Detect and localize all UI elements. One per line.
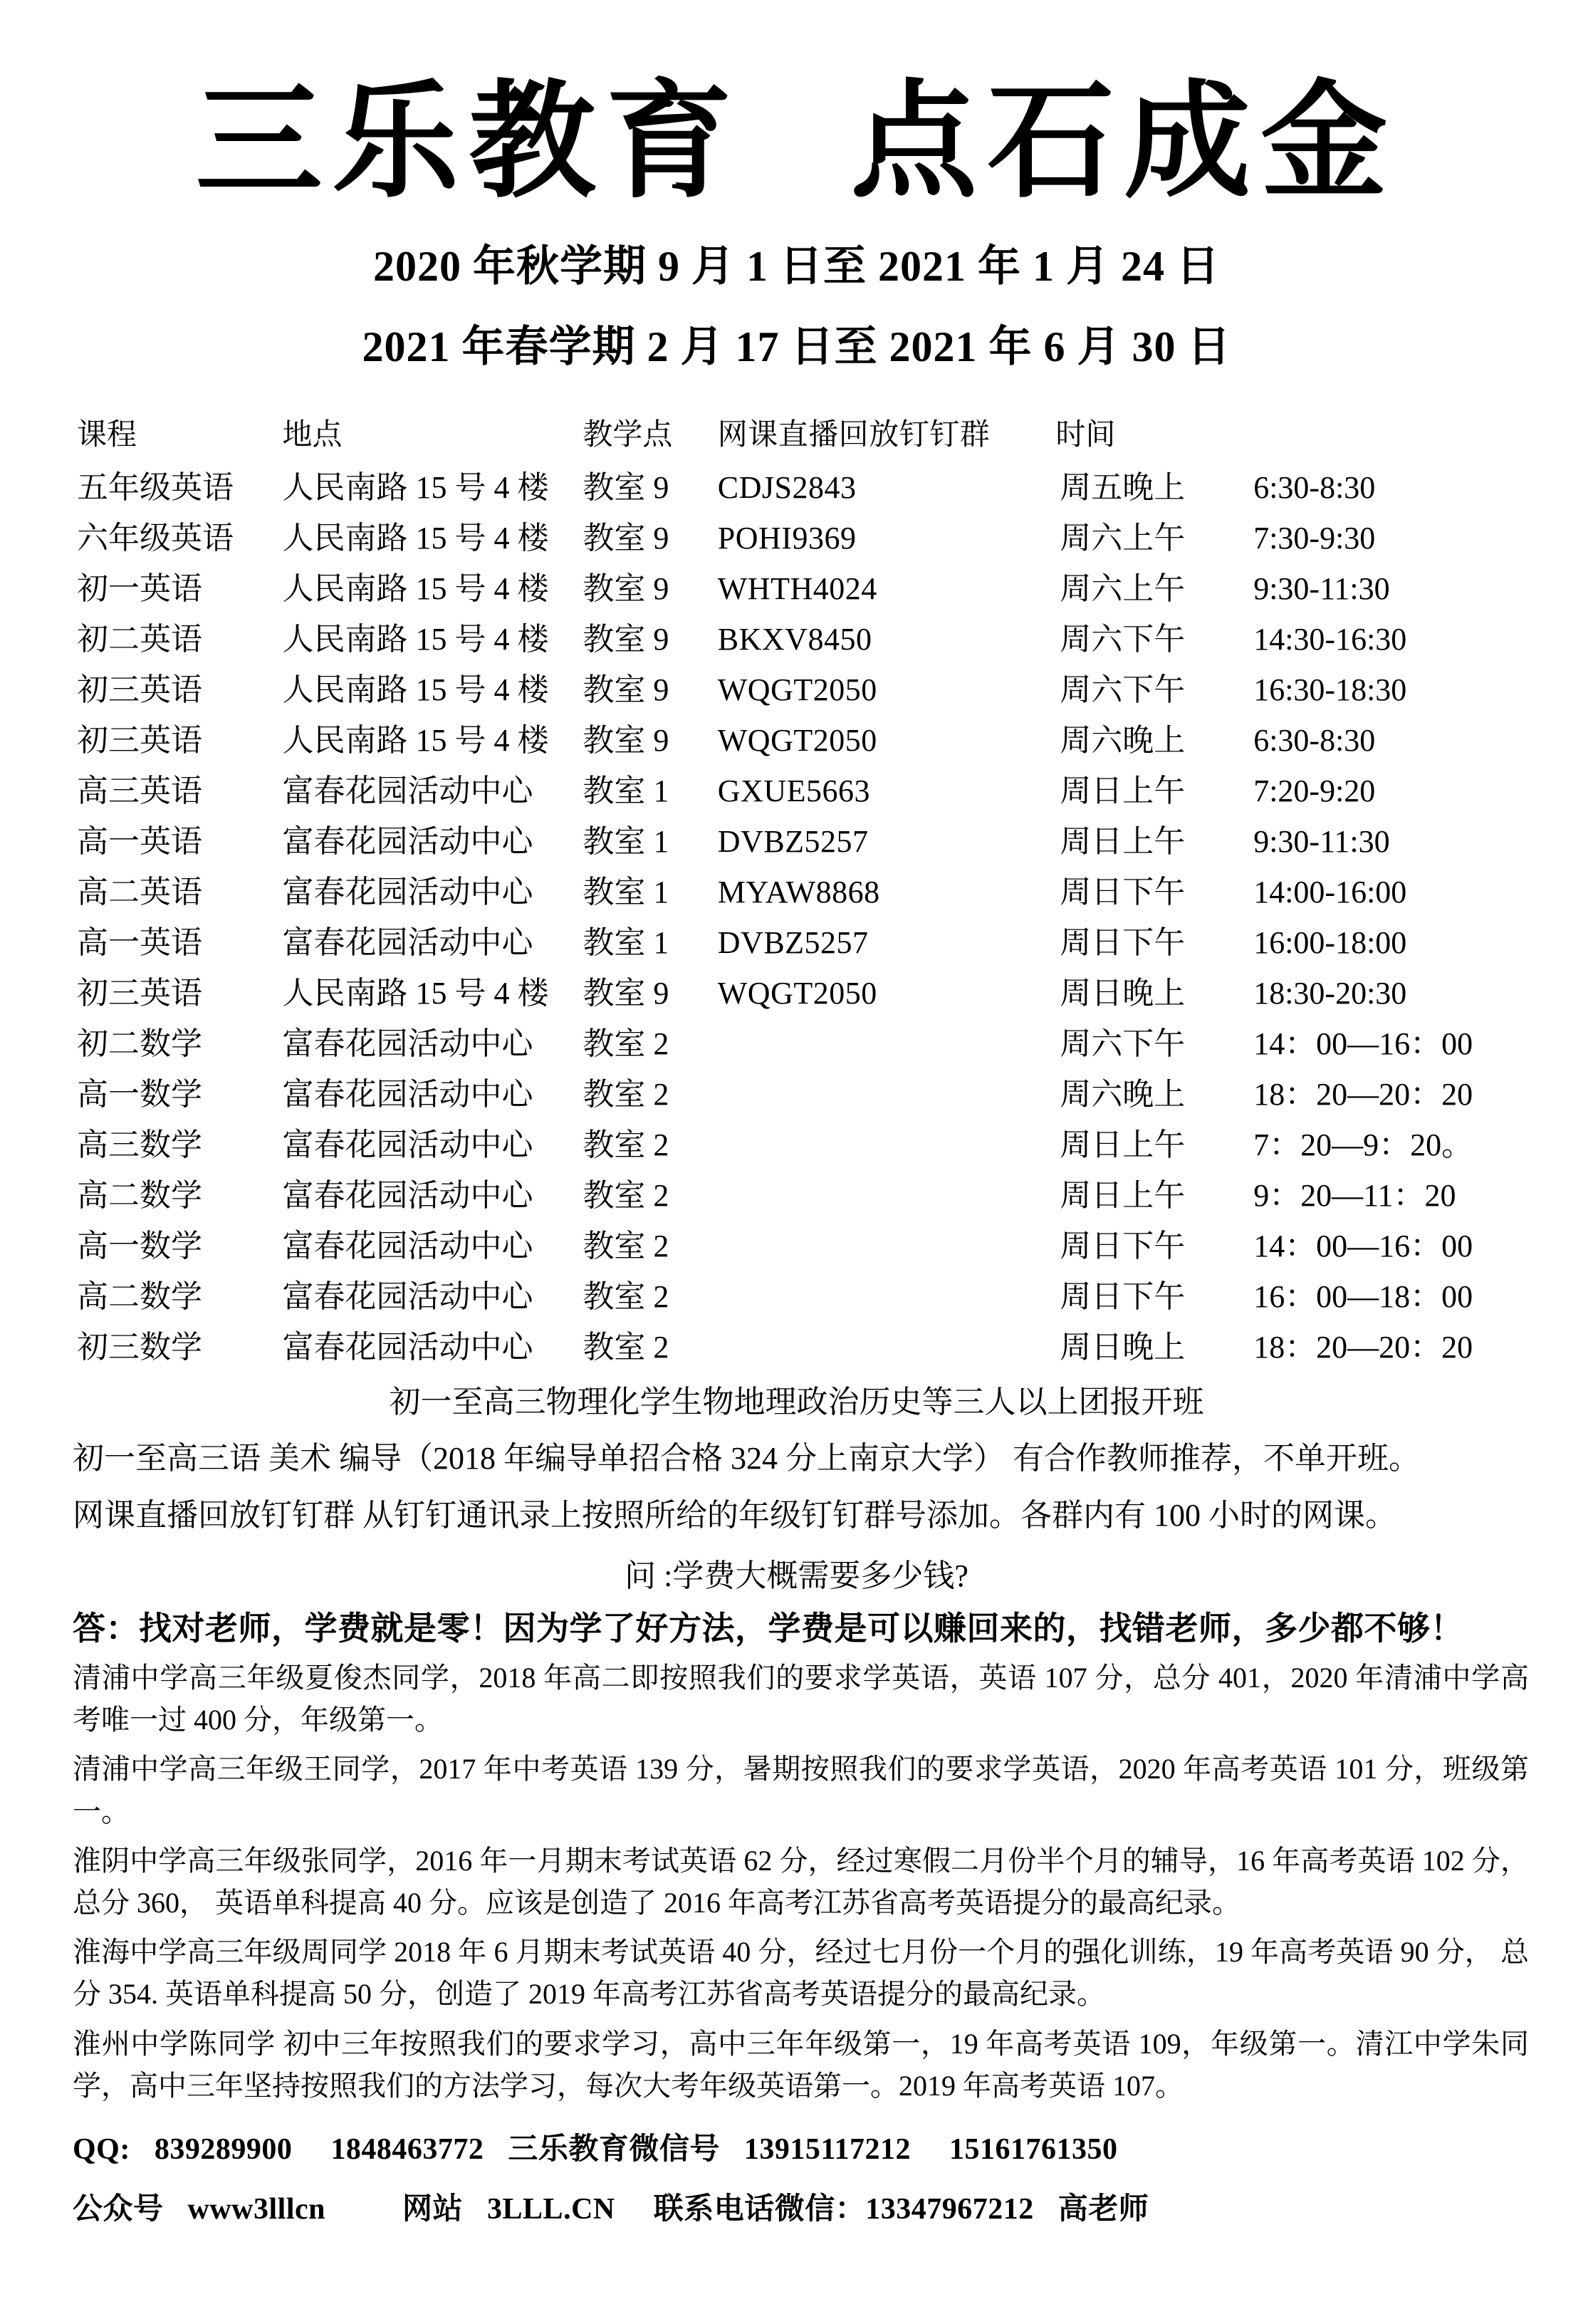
cell-time: 9：20—11：20 bbox=[1253, 1177, 1456, 1213]
cell-room: 教室 9 bbox=[583, 975, 669, 1011]
cell-place: 富春花园活动中心 bbox=[282, 1076, 533, 1112]
cell-room: 教室 1 bbox=[583, 773, 669, 808]
cell-group bbox=[718, 1068, 1013, 1119]
cell-place: 富春花园活动中心 bbox=[282, 1127, 533, 1162]
table-header-row bbox=[64, 411, 1529, 462]
class-schedule-table bbox=[64, 411, 1529, 1372]
cell-place: 富春花园活动中心 bbox=[282, 1177, 533, 1213]
cell-course: 初三英语 bbox=[77, 975, 202, 1011]
table-row bbox=[64, 613, 1529, 664]
cell-course: 初三英语 bbox=[77, 672, 202, 707]
cell-group: GXUE5663 bbox=[717, 773, 870, 808]
cell-course: 高二数学 bbox=[77, 1177, 202, 1213]
cell-course: 高一数学 bbox=[77, 1228, 202, 1263]
cell-when: 周五晚上 bbox=[1060, 469, 1186, 505]
cell-when: 周六上午 bbox=[1060, 570, 1186, 606]
header-place: 地点 bbox=[282, 418, 343, 452]
faq-question: 问 :学费大概需要多少钱? bbox=[625, 1558, 968, 1594]
cell-group: BKXV8450 bbox=[717, 621, 872, 657]
cell-time: 7:20-9:20 bbox=[1253, 773, 1376, 808]
case-paragraph: 淮阴中学高三年级张同学，2016 年一月期末考试英语 62 分，经过寒假二月份半个月的辅导，16 年高考英语 102 分，总分 360， 英语单科提高 40 分。应该是创造了 2016 年高考江苏省高考英语提分的最高纪录。 bbox=[73, 1844, 1529, 1919]
cell-room: 教室 2 bbox=[583, 1127, 669, 1162]
table-row bbox=[64, 1119, 1529, 1169]
cell-room: 教室 1 bbox=[583, 823, 669, 859]
official-account-value: www3lllcn bbox=[187, 2192, 326, 2226]
faq-answer: 答：找对老师，学费就是零！因为学了好方法，学费是可以赚回来的，找错老师，多少都不够！ bbox=[73, 1610, 1463, 1647]
cell-group: WQGT2050 bbox=[717, 975, 877, 1011]
cell-course: 五年级英语 bbox=[77, 469, 234, 505]
cell-course: 高一英语 bbox=[77, 823, 202, 859]
cell-course: 高一英语 bbox=[77, 924, 202, 960]
table-row bbox=[64, 1271, 1529, 1321]
cell-place: 富春花园活动中心 bbox=[282, 924, 533, 960]
table-row bbox=[64, 1321, 1529, 1372]
cell-course: 初三数学 bbox=[77, 1329, 202, 1365]
cell-course: 初二数学 bbox=[77, 1026, 202, 1061]
official-account-label: 公众号 bbox=[73, 2192, 164, 2226]
cell-time: 9:30-11:30 bbox=[1253, 823, 1390, 859]
cell-course: 高三数学 bbox=[77, 1127, 202, 1162]
cell-room: 教室 2 bbox=[583, 1026, 669, 1061]
cell-when: 周六晚上 bbox=[1060, 1076, 1186, 1112]
cell-when: 周日晚上 bbox=[1060, 975, 1186, 1011]
cell-place: 人民南路 15 号 4 楼 bbox=[282, 520, 549, 556]
phone-value: 13347967212 bbox=[865, 2192, 1034, 2226]
cell-group: CDJS2843 bbox=[717, 469, 857, 505]
note-arts: 初一至高三语 美术 编导（2018 年编导单招合格 324 分上南京大学） 有合作教师推荐，不单开班。 bbox=[73, 1440, 1420, 1476]
table-row bbox=[64, 1220, 1529, 1271]
cell-when: 周六上午 bbox=[1060, 520, 1186, 556]
table-row bbox=[64, 1068, 1529, 1119]
cell-group bbox=[718, 1220, 1013, 1271]
table-row bbox=[64, 765, 1529, 816]
cell-time: 9:30-11:30 bbox=[1253, 570, 1390, 606]
cell-place: 富春花园活动中心 bbox=[282, 1278, 533, 1314]
flyer-page bbox=[0, 68, 1593, 2324]
note-dingtalk: 网课直播回放钉钉群 从钉钉通讯录上按照所给的年级钉钉群号添加。各群内有 100 小时的网课。 bbox=[73, 1497, 1396, 1533]
table-row bbox=[64, 866, 1529, 917]
cell-place: 人民南路 15 号 4 楼 bbox=[282, 672, 549, 707]
cell-place: 人民南路 15 号 4 楼 bbox=[282, 469, 549, 505]
banner-title: 三乐教育 点石成金 bbox=[195, 66, 1398, 215]
date-line-spring: 2021 年春学期 2 月 17 日至 2021 年 6 月 30 日 bbox=[362, 323, 1231, 370]
note-group-open: 初一至高三物理化学生物地理政治历史等三人以上团报开班 bbox=[389, 1384, 1204, 1419]
cell-place: 人民南路 15 号 4 楼 bbox=[282, 975, 549, 1011]
cell-group: DVBZ5257 bbox=[717, 924, 869, 960]
cell-when: 周日上午 bbox=[1060, 773, 1186, 808]
cell-place: 富春花园活动中心 bbox=[282, 773, 533, 808]
header-course: 课程 bbox=[77, 418, 137, 452]
cell-time: 16:30-18:30 bbox=[1253, 672, 1407, 707]
website-value[interactable]: 3LLL.CN bbox=[487, 2192, 615, 2226]
cell-place: 富春花园活动中心 bbox=[282, 1329, 533, 1365]
header-time: 时间 bbox=[1055, 418, 1116, 452]
cell-room: 教室 2 bbox=[583, 1076, 669, 1112]
cell-room: 教室 2 bbox=[583, 1278, 669, 1314]
table-row bbox=[64, 967, 1529, 1018]
cell-when: 周六晚上 bbox=[1060, 722, 1186, 758]
cell-course: 高一数学 bbox=[77, 1076, 202, 1112]
cell-when: 周日下午 bbox=[1060, 1278, 1186, 1314]
cell-room: 教室 2 bbox=[583, 1329, 669, 1365]
cell-time: 16:00-18:00 bbox=[1253, 924, 1407, 960]
cell-course: 高二英语 bbox=[77, 874, 202, 910]
cell-group: WHTH4024 bbox=[717, 570, 877, 606]
table-row bbox=[64, 917, 1529, 967]
cell-time: 7:30-9:30 bbox=[1253, 520, 1376, 556]
cell-when: 周六下午 bbox=[1060, 672, 1186, 707]
cell-group: WQGT2050 bbox=[717, 722, 877, 758]
cell-time: 7：20—9：20。 bbox=[1253, 1127, 1473, 1162]
case-paragraph: 清浦中学高三年级夏俊杰同学，2018 年高二即按照我们的要求学英语，英语 107 分，总分 401，2020 年清浦中学高考唯一过 400 分，年级第一。 bbox=[73, 1662, 1529, 1736]
cell-when: 周日下午 bbox=[1060, 1228, 1186, 1263]
cell-when: 周六下午 bbox=[1060, 1026, 1186, 1061]
cell-course: 高三英语 bbox=[77, 773, 202, 808]
cell-course: 初三英语 bbox=[77, 722, 202, 758]
cell-room: 教室 1 bbox=[583, 924, 669, 960]
cell-time: 16：00—18：00 bbox=[1253, 1278, 1473, 1314]
cell-room: 教室 9 bbox=[583, 570, 669, 606]
cell-group bbox=[718, 1018, 1013, 1068]
cell-place: 富春花园活动中心 bbox=[282, 1026, 533, 1061]
cell-group bbox=[718, 1271, 1013, 1321]
cell-when: 周日上午 bbox=[1060, 1177, 1186, 1213]
cell-group bbox=[718, 1321, 1013, 1372]
website-label: 网站 bbox=[402, 2192, 464, 2226]
cell-time: 14:00-16:00 bbox=[1253, 874, 1407, 910]
cell-room: 教室 9 bbox=[583, 621, 669, 657]
cell-group: DVBZ5257 bbox=[717, 823, 869, 859]
cell-course: 高二数学 bbox=[77, 1278, 202, 1314]
case-studies bbox=[64, 1657, 1529, 2107]
wechat-number-2: 15161761350 bbox=[949, 2132, 1118, 2166]
case-paragraph: 淮州中学陈同学 初中三年按照我们的要求学习，高中三年年级第一，19 年高考英语 109，年级第一。清江中学朱同学，高中三年坚持按照我们的方法学习，每次大考年级英语第一。2019 年高考英语 107。 bbox=[73, 2027, 1529, 2102]
cell-group bbox=[718, 1169, 1013, 1220]
cell-room: 教室 9 bbox=[583, 722, 669, 758]
contact-line-2 bbox=[64, 2185, 1529, 2228]
case-paragraph: 淮海中学高三年级周同学 2018 年 6 月期末考试英语 40 分，经过七月份一个月的强化训练，19 年高考英语 90 分， 总分 354. 英语单科提高 50 分，创造了 2019 年高考江苏省高考英语提分的最高纪录。 bbox=[73, 1936, 1529, 2011]
cell-time: 14：00—16：00 bbox=[1253, 1228, 1473, 1263]
cell-room: 教室 9 bbox=[583, 672, 669, 707]
table-row bbox=[64, 816, 1529, 866]
cell-course: 初一英语 bbox=[77, 570, 202, 606]
cell-room: 教室 2 bbox=[583, 1177, 669, 1213]
cell-place: 人民南路 15 号 4 楼 bbox=[282, 570, 549, 606]
cell-room: 教室 1 bbox=[583, 874, 669, 910]
contact-line-1 bbox=[64, 2125, 1529, 2168]
cell-when: 周日上午 bbox=[1060, 823, 1186, 859]
cell-time: 6:30-8:30 bbox=[1253, 722, 1376, 758]
cell-course: 六年级英语 bbox=[77, 520, 234, 556]
cell-place: 人民南路 15 号 4 楼 bbox=[282, 621, 549, 657]
cell-room: 教室 9 bbox=[583, 520, 669, 556]
header-group: 网课直播回放钉钉群 bbox=[717, 418, 991, 452]
cell-when: 周日下午 bbox=[1060, 924, 1186, 960]
teacher-name: 高老师 bbox=[1057, 2192, 1149, 2226]
phone-label: 联系电话微信： bbox=[653, 2192, 866, 2226]
qq-label: QQ: bbox=[73, 2132, 130, 2166]
cell-when: 周六下午 bbox=[1060, 621, 1186, 657]
table-row bbox=[64, 512, 1529, 563]
cell-time: 6:30-8:30 bbox=[1253, 469, 1376, 505]
cell-place: 人民南路 15 号 4 楼 bbox=[282, 722, 549, 758]
case-paragraph: 清浦中学高三年级王同学，2017 年中考英语 139 分，暑期按照我们的要求学英语，2020 年高考英语 101 分，班级第一。 bbox=[73, 1753, 1529, 1828]
cell-place: 富春花园活动中心 bbox=[282, 823, 533, 859]
date-line-autumn: 2020 年秋学期 9 月 1 日至 2021 年 1 月 24 日 bbox=[373, 242, 1220, 290]
qq-number-1: 839289900 bbox=[154, 2132, 293, 2166]
table-row bbox=[64, 563, 1529, 613]
cell-time: 14:30-16:30 bbox=[1253, 621, 1407, 657]
cell-time: 18:30-20:30 bbox=[1253, 975, 1407, 1011]
qq-number-2: 1848463772 bbox=[330, 2132, 484, 2166]
cell-group bbox=[718, 1119, 1013, 1169]
cell-when: 周日下午 bbox=[1060, 874, 1186, 910]
cell-course: 初二英语 bbox=[77, 621, 202, 657]
cell-group: POHI9369 bbox=[717, 520, 857, 556]
cell-time: 18：20—20：20 bbox=[1253, 1329, 1473, 1365]
table-row bbox=[64, 664, 1529, 714]
cell-room: 教室 2 bbox=[583, 1228, 669, 1263]
table-row bbox=[64, 1169, 1529, 1220]
cell-when: 周日上午 bbox=[1060, 1127, 1186, 1162]
cell-time: 18：20—20：20 bbox=[1253, 1076, 1473, 1112]
table-row bbox=[64, 714, 1529, 765]
cell-place: 富春花园活动中心 bbox=[282, 874, 533, 910]
table-row bbox=[64, 462, 1529, 512]
wechat-label: 三乐教育微信号 bbox=[508, 2132, 720, 2166]
cell-time: 14：00—16：00 bbox=[1253, 1026, 1473, 1061]
cell-group: WQGT2050 bbox=[717, 672, 877, 707]
cell-group: MYAW8868 bbox=[717, 874, 880, 910]
cell-when: 周日晚上 bbox=[1060, 1329, 1186, 1365]
header-room: 教学点 bbox=[583, 418, 673, 452]
table-row bbox=[64, 1018, 1529, 1068]
wechat-number-1: 13915117212 bbox=[743, 2132, 912, 2166]
cell-place: 富春花园活动中心 bbox=[282, 1228, 533, 1263]
cell-room: 教室 9 bbox=[583, 469, 669, 505]
